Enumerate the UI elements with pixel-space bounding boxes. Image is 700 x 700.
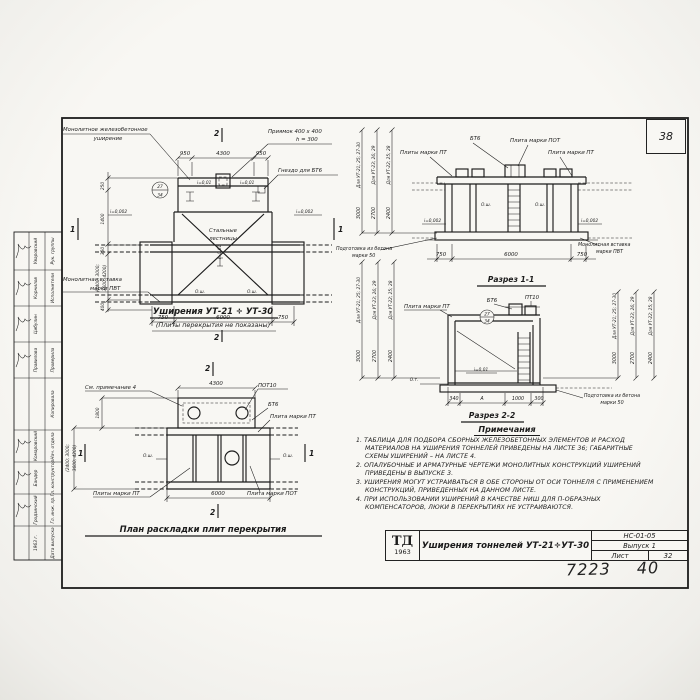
dim-1000: 1000 <box>511 397 525 402</box>
stamp-strip <box>14 232 62 560</box>
stamp-role-1: Исполнители <box>51 272 56 304</box>
sheet-number: 32 <box>663 551 673 560</box>
note-item: 4. ПРИ ИСПОЛЬЗОВАНИИ УШИРЕНИЙ В КАЧЕСТВЕ НИШ ДЛЯ П-ОБРАЗНЫХ КОМПЕНСАТОРОВ, ЛЮКИ В ПЕРЕКРЫТИЯХ НЕ УСТРАИВАЮТСЯ. <box>356 495 601 511</box>
rot-right-dim-3: 2400 <box>649 351 654 365</box>
rot-left-label-3: Для УТ-22; 25; 28 <box>389 280 394 320</box>
issue-number: Выпуск 1 <box>592 541 687 551</box>
slope-label: i=0,01 <box>473 368 489 373</box>
rot-dim-2: 2700 <box>372 206 377 220</box>
rot-right-label-2: Для УТ-23; 26; 29 <box>631 296 636 336</box>
note-item: 1. ТАБЛИЦА ДЛЯ ПОДБОРА СБОРНЫХ ЖЕЛЕЗОБЕТОННЫХ ЭЛЕМЕНТОВ И РАСХОД МАТЕРИАЛОВ НА УШИРЕНИЯ ТОННЕЛЕЙ ПРИВЕДЕНЫ НА ЛИСТЕ 36; ГАБАРИТНЫЕ СХЕМЫ УШИРЕНИЙ – НА ЛИСТЕ 4. <box>356 437 633 460</box>
rot-left-dim-1: 3000 <box>357 349 362 363</box>
slope-left: i=0,002 <box>424 219 442 224</box>
note-item: 2. ОПАЛУБОЧНЫЕ И АРМАТУРНЫЕ ЧЕРТЕЖИ МОНОЛИТНЫХ КОНСТРУКЦИЙ УШИРЕНИЙ ПРИВЕДЕНЫ В ВЫПУСКЕ 3. <box>356 461 641 477</box>
slope-center: i=0,01 <box>218 244 223 260</box>
dim-750-right: 750 <box>576 252 588 258</box>
rot-right-label-1: Для УТ-21; 25; 27-30 <box>613 293 618 339</box>
rot-label-1: Для УТ-21; 25; 27-30 <box>357 142 362 188</box>
slope-right: i=0,002 <box>581 219 599 224</box>
label-monolithic-insert-2: марки ПВТ <box>90 286 121 292</box>
rot-label-3: Для УТ-22; 25; 28 <box>387 145 392 185</box>
axis-seam-left: О.ш. <box>142 454 154 459</box>
mark-1-right: 1 <box>338 225 344 234</box>
bubble-top: 27 <box>484 312 490 318</box>
axis-seam-left: О.ш. <box>480 203 492 208</box>
label-socket-bt6: Гнездо для БТ6 <box>278 168 322 174</box>
rot-dim-3: 2400 <box>387 206 392 220</box>
doc-number: НС-01-05 <box>592 531 687 541</box>
corner-number-text: 38 <box>659 130 673 143</box>
plan-dimensions <box>95 151 297 326</box>
label-steel-ladders: Стальные <box>209 228 237 234</box>
bubble-bottom: 34 <box>484 319 490 325</box>
steel-ladder-diagonals <box>178 214 268 295</box>
label-monolithic-insert: Монолитная вставка <box>63 277 122 283</box>
sheet-label: Лист <box>592 551 649 560</box>
bubble-top: 27 <box>157 185 163 190</box>
stamp-name-3: Правилова <box>34 347 39 373</box>
corner-sheet-number <box>646 119 686 154</box>
organization-logo <box>386 531 420 560</box>
dim-range-2: 3600; 4200) <box>73 444 78 472</box>
dim-400: 400 <box>101 302 106 312</box>
mark-2-bottom: 2 <box>210 508 216 517</box>
plan-title: Уширения УТ-21 ÷ УТ-30 <box>152 306 274 316</box>
label-monolithic-widening: Монолитное железобетонное <box>63 127 148 133</box>
rot-label-2: Для УТ-23; 26; 29 <box>372 145 377 185</box>
notes-block <box>356 425 658 512</box>
handwritten-number-1: 7223 <box>565 559 611 580</box>
drawing-title: Уширения тоннелей УТ-21÷УТ-30 <box>421 540 590 551</box>
pt10-slab <box>525 306 536 315</box>
label-pt-slab: Плита марки ПТ <box>270 414 316 420</box>
note-item: 3. УШИРЕНИЯ МОГУТ УСТРАИВАТЬСЯ В ОБЕ СТОРОНЫ ОТ ОСИ ТОННЕЛЯ С ПРИМЕНЕНИЕМ КОНСТРУКЦИЙ, ПРИВЕДЕННЫХ НА ДАННОМ ЛИСТЕ. <box>356 478 654 494</box>
handwritten-number-2: 40 <box>636 558 660 578</box>
axis-seam-left: О.ш. <box>194 290 206 295</box>
dim-6000: 6000 <box>211 491 225 497</box>
axis-mark: О.т. <box>409 378 419 383</box>
mark-2-top: 2 <box>205 364 211 373</box>
dim-1400: 1400 <box>101 213 106 225</box>
handwritten-numbers <box>566 558 680 580</box>
dim-300: 300 <box>534 397 544 402</box>
slope-beam-right: i=0,01 <box>240 181 255 186</box>
label-concrete-prep-2: марки 50 <box>600 401 624 406</box>
stamp-role-6: Гл. конструктор <box>51 459 56 497</box>
rot-dim-1: 3000 <box>357 206 362 220</box>
stamp-role-0: Рук. группы <box>51 237 56 265</box>
label-concrete-prep: Подготовка из бетона <box>336 247 393 252</box>
stamp-role-7: Гл. инж. пр. <box>51 496 56 524</box>
title-block-right <box>591 531 687 560</box>
bt6-beam <box>505 165 525 177</box>
dim-950-right: 950 <box>255 151 267 157</box>
logo-year: 1963 <box>394 547 411 556</box>
dim-1800: 1800 <box>96 407 101 419</box>
label-insert: Монолитная вставка <box>578 243 631 248</box>
dim-350: 350 <box>101 246 106 256</box>
plan-view <box>63 127 343 342</box>
stamp-name-7: Гродзинский <box>34 495 39 525</box>
axis-seam-right: О.ш. <box>534 203 546 208</box>
stamp-role-5: Нач. отдела <box>51 432 56 460</box>
mark-1-left: 1 <box>70 225 76 234</box>
foundation-strip <box>440 385 556 392</box>
slab-layout-plan <box>65 362 322 536</box>
rot-left-dim-3: 2400 <box>389 349 394 363</box>
section-1-title: Разрез 1-1 <box>487 275 535 284</box>
dim-750-right: 750 <box>277 315 289 321</box>
label-monolithic-widening-2: уширение <box>93 136 123 142</box>
label-see-note: См. примечание 4 <box>85 385 137 391</box>
slope-wall-right: i=0,002 <box>296 210 314 215</box>
dim-a: А <box>480 397 484 402</box>
plan-subtitle: (Плиты перекрытия не показаны) <box>155 321 271 329</box>
foundation-slab <box>435 232 588 240</box>
rot-right-dim-2: 2700 <box>631 351 636 365</box>
section-1-1 <box>336 128 632 287</box>
title-block <box>385 530 688 561</box>
label-pt-slab: Плита марки ПТ <box>548 150 594 156</box>
logo-monogram: ТД <box>391 533 414 549</box>
rot-left-label-2: Для УТ-23; 26; 29 <box>373 280 378 320</box>
slab-plan-title: План раскладки плит перекрытия <box>119 524 287 534</box>
label-pt-slabs: Плиты марки ПТ <box>400 150 447 156</box>
dim-750-left: 750 <box>435 252 447 258</box>
rot-right-label-3: Для УТ-22; 25; 28 <box>649 296 654 336</box>
mark-2-bottom: 2 <box>214 333 220 342</box>
label-pot10: ПОТ10 <box>258 383 277 389</box>
slab-plan-dimensions <box>65 381 273 502</box>
section-2-title: Разрез 2-2 <box>468 411 516 420</box>
label-bt6: БТ6 <box>470 136 481 142</box>
dim-6000: 6000 <box>216 315 230 321</box>
rot-right-dim-1: 3000 <box>613 351 618 365</box>
dim-4300: 4300 <box>209 381 223 387</box>
mark-1-right: 1 <box>309 449 315 458</box>
stamp-name-8: 1963 г. <box>34 535 39 551</box>
label-pot-slab: Плита марки ПОТ <box>247 491 298 497</box>
label-steel-ladders-2: лестницы <box>209 236 237 242</box>
notes-title: Примечания <box>356 425 658 434</box>
label-pt10: ПТ10 <box>524 295 540 301</box>
stamp-name-0: Уваровский <box>34 237 39 265</box>
dim-range-1: (2400; 3000; <box>96 264 101 292</box>
mark-2-top: 2 <box>214 129 220 138</box>
stamp-name-5: Комаровский <box>34 431 39 461</box>
dim-range-1: (2400; 3000; <box>66 444 71 472</box>
stamp-role-4: Копировала <box>51 390 56 418</box>
label-pit-2: h = 300 <box>296 137 318 143</box>
dim-4300: 4300 <box>216 151 230 157</box>
label-pt-slab: Плита марки ПТ <box>404 304 450 310</box>
axis-seam-right: О.ш. <box>282 454 294 459</box>
axis-seam-right: О.ш. <box>246 290 258 295</box>
bubble-bottom: 34 <box>157 193 163 199</box>
slope-beam-left: i=0,01 <box>197 181 212 186</box>
widening-slab-outline <box>178 398 255 428</box>
label-insert-2: марки ПВТ <box>596 250 623 255</box>
dim-range-2: 3600; 4200) <box>103 264 108 292</box>
label-bt6: БТ6 <box>268 402 279 408</box>
stamp-role-3: Проверила <box>51 347 56 373</box>
rot-left-label-1: Для УТ-21; 25; 27-30 <box>357 277 362 323</box>
stamp-role-8: Дата выпуска <box>51 527 56 559</box>
stamp-name-6: Бандер <box>34 469 39 487</box>
dim-750-left: 750 <box>157 315 169 321</box>
label-bt6: БТ6 <box>486 298 498 304</box>
label-pot-slab: Плита марки ПОТ <box>510 138 561 144</box>
label-concrete-prep-2: марки 50 <box>352 254 376 259</box>
stamp-name-2: Цибулин <box>34 314 39 334</box>
bt6-beam <box>509 304 522 315</box>
dim-6000: 6000 <box>504 252 518 258</box>
stamp-name-1: Корнилов <box>34 277 39 299</box>
label-pt-slabs: Плиты марки ПТ <box>93 491 140 497</box>
label-concrete-prep: Подготовка из бетона <box>583 394 641 399</box>
slope-wall-left: i=0,002 <box>110 210 128 215</box>
dim-950-left: 950 <box>179 151 191 157</box>
dim-250: 250 <box>101 181 106 191</box>
dim-340: 340 <box>449 397 459 402</box>
hatch-opening <box>225 451 239 465</box>
rot-left-dim-2: 2700 <box>373 349 378 363</box>
label-pit: Приямок 400 x 400 <box>268 129 322 135</box>
mark-1-left: 1 <box>78 449 84 458</box>
